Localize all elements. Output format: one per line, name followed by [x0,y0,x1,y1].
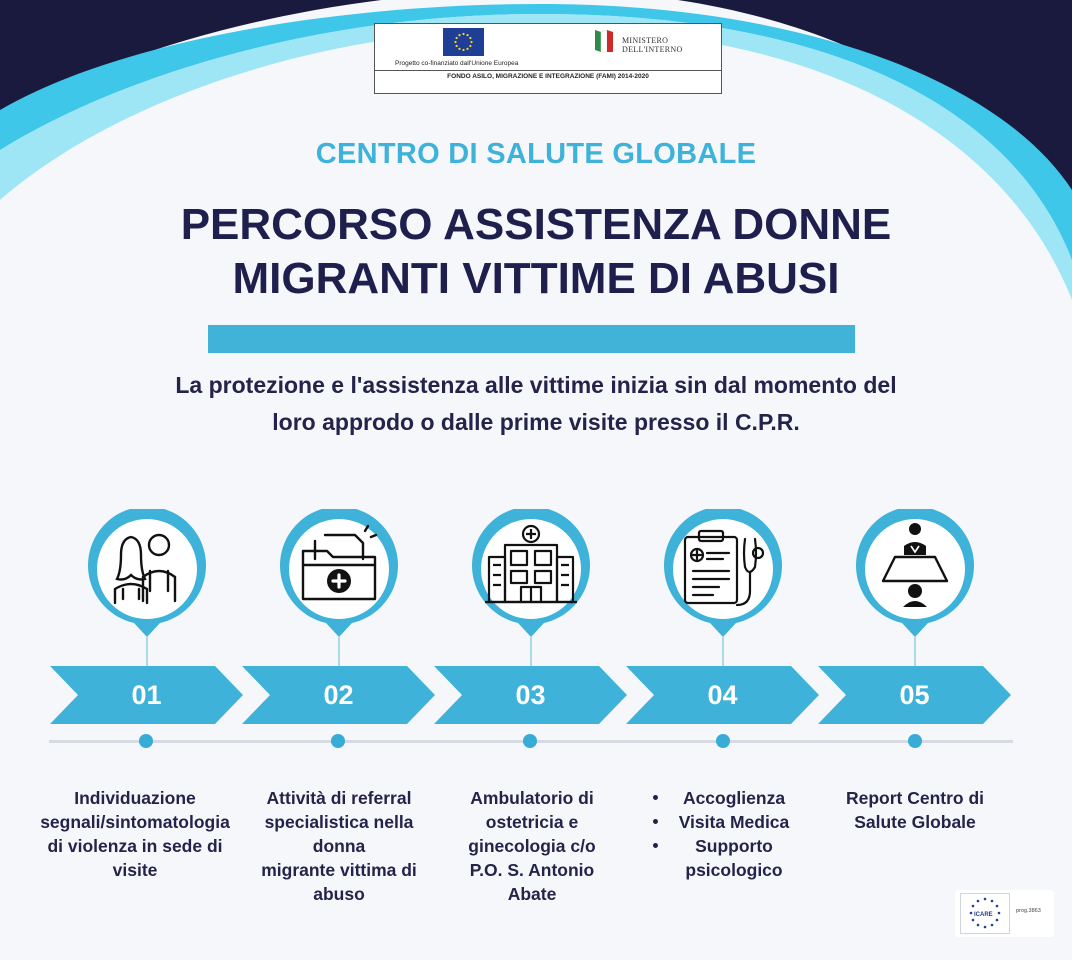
eu-caption: Progetto co-finanziato dall'Unione Europea [395,60,519,67]
intro-line-2: loro approdo o dalle prime visite presso il C.P.R. [272,409,800,435]
banner-divider [375,70,721,71]
timeline-dot [908,734,922,748]
italy-emblem-icon [593,28,617,54]
ministry-name: MINISTERO DELL'INTERNO [622,36,683,54]
bullet-icon [653,795,658,800]
icare-logo [955,890,1054,937]
timeline-dot [716,734,730,748]
timeline-dot [139,734,153,748]
step-3-description: Ambulatorio di ostetricia e ginecologia c/o P.O. S. Antonio Abate [468,788,596,904]
step-1-description: Individuazione segnali/sintomatologia di violenza in sede di visite [40,788,230,880]
step-number-4: 04 [707,680,738,710]
intro-line-1: La protezione e l'assistenza alle vittime inizia sin dal momento del [175,372,897,398]
timeline-dot [523,734,537,748]
step-connector [530,636,532,668]
icare-badge-icon [960,893,1010,934]
step-number-5: 05 [899,680,930,710]
timeline-dot [331,734,345,748]
step-5-description: Report Centro di Salute Globale [845,788,985,832]
icare-label: ICARE [974,912,993,918]
fund-caption: FONDO ASILO, MIGRAZIONE E INTEGRAZIONE (FAMI) 2014-2020 [447,73,649,80]
step-connector [146,636,148,668]
step-4-description [650,786,800,882]
doctors-icon [87,509,207,639]
bullet-icon [653,819,658,824]
funding-banner [374,23,722,94]
step-number-1: 01 [131,680,162,710]
medical-folder-icon [279,509,399,639]
centro-heading: CENTRO DI SALUTE GLOBALE [315,138,757,170]
clipboard-stethoscope-icon [663,509,783,639]
step-connector [338,636,340,668]
title-line-1: PERCORSO ASSISTENZA DONNE [180,200,892,249]
intro-text [0,367,1072,441]
title-accent-bar [208,325,855,353]
list-item: Visita Medica [650,810,800,834]
bullet-icon [653,843,658,848]
eu-flag-icon [443,28,484,56]
step-connector [722,636,724,668]
title-line-2: MIGRANTI VITTIME DI ABUSI [232,254,840,303]
step-number-3: 03 [515,680,546,710]
list-item: Accoglienza [650,786,800,810]
project-code: prog.3863 [1016,908,1041,914]
hospital-icon [471,509,591,639]
page-title [0,198,1072,306]
step-2-description: Attività di referral specialistica nella donna migrante vittima di abuso [261,788,417,904]
consultation-desk-icon [855,509,975,639]
step-connector [914,636,916,668]
step-number-2: 02 [323,680,354,710]
list-item: Supporto psicologico [650,834,800,882]
